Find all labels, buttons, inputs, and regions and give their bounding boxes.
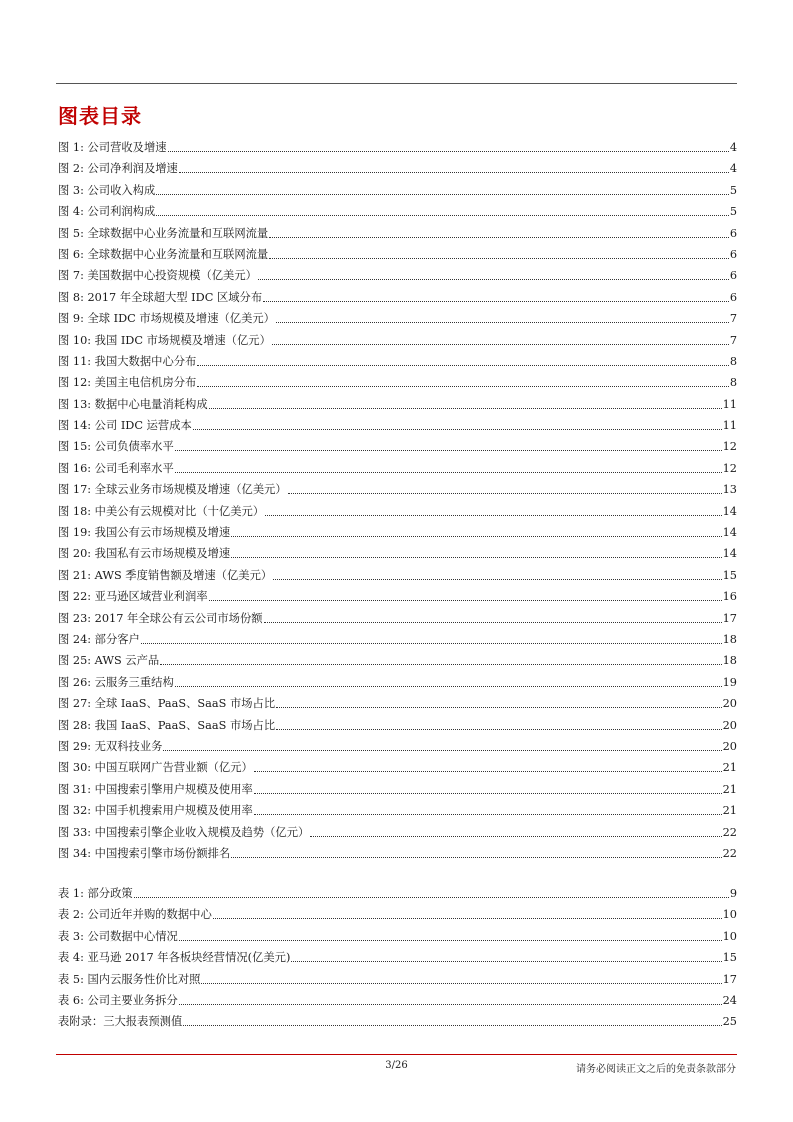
toc-entry-figure[interactable] (58, 287, 737, 308)
header-rule (56, 83, 737, 84)
toc-entry-figure-page: 15 (722, 568, 737, 582)
toc-entry-figure[interactable] (58, 822, 737, 843)
toc-entry-figure-page: 14 (722, 526, 737, 540)
dot-leader (156, 201, 729, 216)
toc-entry-figure[interactable] (58, 265, 737, 286)
toc-entry-figure-page: 6 (729, 247, 737, 261)
toc-entry-figure-label: 图 8: 2017 年全球超大型 IDC 区域分布 (58, 290, 263, 304)
toc-entry-figure-page: 18 (722, 654, 737, 668)
dot-leader (209, 586, 722, 601)
dot-leader (263, 287, 729, 302)
dot-leader (201, 969, 721, 984)
toc-entry-table-label: 表 3: 公司数据中心情况 (58, 929, 178, 943)
toc-entry-figure-page: 14 (722, 504, 737, 518)
toc-entry-figure[interactable] (58, 608, 737, 629)
toc-entry-figure-label: 图 13: 数据中心电量消耗构成 (58, 397, 208, 411)
toc-entry-figure-page: 4 (729, 141, 737, 154)
toc-entry-table-label: 表 4: 亚马逊 2017 年各板块经营情况(亿美元) (58, 951, 291, 965)
toc-entry-figure-page: 22 (722, 825, 737, 839)
toc-entry-figure-page: 7 (729, 312, 737, 326)
toc-entry-table-page: 24 (722, 993, 737, 1007)
toc-entry-figure-page: 14 (722, 547, 737, 561)
toc-entry-figure-label: 图 12: 美国主电信机房分布 (58, 376, 197, 390)
toc-entry-figure-label: 图 29: 无双科技业务 (58, 739, 163, 753)
toc-entry-table-label: 表附录：三大报表预测值 (58, 1015, 183, 1029)
toc-entry-figure-page: 21 (722, 804, 737, 818)
toc-entry-figure-page: 21 (722, 782, 737, 796)
toc-entry-figure-page: 7 (729, 333, 737, 347)
toc-entry-figure-label: 图 11: 我国大数据中心分布 (58, 354, 197, 368)
toc-entry-figure[interactable] (58, 372, 737, 393)
dot-leader (273, 565, 721, 580)
dot-leader (231, 543, 721, 558)
toc-entry-figure[interactable] (58, 479, 737, 500)
toc-entry-figure-label: 图 3: 公司收入构成 (58, 183, 156, 197)
toc-entry-figure-page: 6 (729, 226, 737, 240)
dot-leader (209, 394, 722, 409)
toc-entry-table-page: 10 (722, 929, 737, 943)
toc-entry-table-page: 17 (722, 972, 737, 986)
toc-entry-figure[interactable] (58, 522, 737, 543)
toc-entry-figure[interactable] (58, 244, 737, 265)
toc-entry-table-page: 10 (722, 908, 737, 922)
toc-entry-figure[interactable] (58, 458, 737, 479)
toc-entry-figure[interactable] (58, 308, 737, 329)
toc-entry-figure[interactable] (58, 436, 737, 457)
dot-leader (197, 351, 728, 366)
toc-entry-figure-page: 20 (722, 718, 737, 732)
dot-leader (141, 629, 722, 644)
toc-entry-figure-label: 图 24: 部分客户 (58, 632, 140, 646)
toc-entry-figure-label: 图 22: 亚马逊区域营业利润率 (58, 590, 208, 604)
toc-entry-figure[interactable] (58, 565, 737, 586)
dot-leader (269, 244, 729, 259)
toc-entry-figure-label: 图 18: 中美公有云规模对比（十亿美元） (58, 504, 265, 518)
toc-entry-figure[interactable] (58, 736, 737, 757)
page-number: 3/26 (385, 1060, 408, 1071)
toc-entry-figure[interactable] (58, 223, 737, 244)
dot-leader (254, 800, 722, 815)
toc-entry-figure-label: 图 2: 公司净利润及增速 (58, 162, 178, 176)
toc-entry-figure-page: 19 (722, 675, 737, 689)
toc-entry-figure-page: 12 (722, 440, 737, 454)
dot-leader (254, 779, 722, 794)
toc-entry-table[interactable] (58, 883, 737, 904)
dot-leader (291, 947, 721, 962)
dot-leader (258, 265, 729, 280)
toc-entry-figure-label: 图 6: 全球数据中心业务流量和互联网流量 (58, 247, 269, 261)
dot-leader (160, 650, 721, 665)
dot-leader (175, 436, 722, 451)
toc-entry-figure-page: 12 (722, 461, 737, 475)
toc-entry-figure[interactable] (58, 201, 737, 222)
toc-entry-figure-label: 图 5: 全球数据中心业务流量和互联网流量 (58, 226, 269, 240)
toc-entry-figure[interactable] (58, 543, 737, 564)
toc-entry-figure[interactable] (58, 757, 737, 778)
dot-leader (168, 137, 729, 152)
toc-entry-figure-page: 5 (729, 205, 737, 219)
dot-leader (175, 672, 722, 687)
toc-entry-figure[interactable] (58, 715, 737, 736)
toc-entry-figure-label: 图 15: 公司负债率水平 (58, 440, 174, 454)
toc-entry-figure[interactable] (58, 843, 737, 864)
toc-entry-figure[interactable] (58, 330, 737, 351)
toc-entry-figure-page: 4 (729, 162, 737, 176)
toc-entry-figure-page: 6 (729, 269, 737, 283)
toc-entry-figure-label: 图 26: 云服务三重结构 (58, 675, 174, 689)
toc-entry-table-page: 15 (722, 951, 737, 965)
toc-entry-figure[interactable] (58, 800, 737, 821)
dot-leader (175, 458, 722, 473)
table-list (58, 883, 737, 1033)
toc-entry-figure-label: 图 30: 中国互联网广告营业额（亿元） (58, 761, 253, 775)
dot-leader (288, 479, 722, 494)
toc-entry-figure-page: 20 (722, 739, 737, 753)
toc-entry-table-label: 表 5: 国内云服务性价比对照 (58, 972, 201, 986)
toc-entry-figure-label: 图 14: 公司 IDC 运营成本 (58, 419, 192, 433)
toc-entry-figure-label: 图 10: 我国 IDC 市场规模及增速（亿元） (58, 333, 271, 347)
dot-leader (269, 223, 729, 238)
dot-leader (179, 990, 722, 1005)
toc-entry-figure[interactable] (58, 650, 737, 671)
toc-entry-figure[interactable] (58, 158, 737, 179)
dot-leader (265, 501, 722, 516)
toc-entry-table[interactable] (58, 904, 737, 925)
toc-entry-table[interactable] (58, 1011, 737, 1032)
toc-entry-figure-label: 图 28: 我国 IaaS、PaaS、SaaS 市场占比 (58, 718, 276, 732)
toc-entry-figure-page: 8 (729, 354, 737, 368)
toc-entry-figure[interactable] (58, 629, 737, 650)
toc-entry-table-page: 25 (722, 1015, 737, 1029)
toc-entry-figure[interactable] (58, 180, 737, 201)
toc-entry-table-label: 表 6: 公司主要业务拆分 (58, 993, 178, 1007)
toc-entry-table-label: 表 2: 公司近年并购的数据中心 (58, 908, 212, 922)
toc-entry-figure[interactable] (58, 672, 737, 693)
toc-entry-table[interactable] (58, 990, 737, 1011)
toc-entry-figure-label: 图 21: AWS 季度销售额及增速（亿美元） (58, 568, 273, 582)
toc-entry-table-page: 9 (729, 887, 737, 900)
dot-leader (134, 883, 729, 898)
dot-leader (193, 415, 722, 430)
toc-entry-figure-label: 图 25: AWS 云产品 (58, 654, 160, 668)
toc-entry-figure-page: 22 (722, 846, 737, 860)
toc-entry-table-label: 表 1: 部分政策 (58, 887, 133, 900)
dot-leader (179, 926, 722, 941)
disclaimer-text: 请务必阅读正文之后的免责条款部分 (576, 1064, 736, 1075)
dot-leader (213, 904, 722, 919)
toc-entry-figure-page: 11 (722, 419, 737, 433)
toc-entry-figure-label: 图 34: 中国搜索引擎市场份额排名 (58, 846, 231, 860)
toc-entry-figure-page: 6 (729, 290, 737, 304)
toc-entry-figure-label: 图 20: 我国私有云市场规模及增速 (58, 547, 231, 561)
toc-entry-figure[interactable] (58, 351, 737, 372)
dot-leader (264, 608, 722, 623)
toc-entry-figure-label: 图 19: 我国公有云市场规模及增速 (58, 526, 231, 540)
dot-leader (276, 693, 721, 708)
toc-entry-figure-page: 13 (722, 483, 737, 497)
toc-entry-figure[interactable] (58, 137, 737, 158)
toc-entry-figure-page: 21 (722, 761, 737, 775)
toc-entry-figure[interactable] (58, 394, 737, 415)
footer-rule (56, 1054, 737, 1055)
toc-entry-figure[interactable] (58, 779, 737, 800)
toc-entry-figure[interactable] (58, 501, 737, 522)
toc-entry-figure-page: 8 (729, 376, 737, 390)
dot-leader (276, 308, 729, 323)
dot-leader (197, 372, 728, 387)
dot-leader (156, 180, 729, 195)
toc-entry-figure-label: 图 4: 公司利润构成 (58, 205, 156, 219)
toc-entry-figure-page: 11 (722, 397, 737, 411)
toc-entry-figure-page: 5 (729, 183, 737, 197)
toc-entry-figure-label: 图 17: 全球云业务市场规模及增速（亿美元） (58, 483, 287, 497)
toc-entry-figure-label: 图 9: 全球 IDC 市场规模及增速（亿美元） (58, 312, 275, 326)
toc-entry-figure-page: 20 (722, 697, 737, 711)
dot-leader (231, 843, 721, 858)
toc-entry-figure[interactable] (58, 586, 737, 607)
toc-entry-table[interactable] (58, 969, 737, 990)
dot-leader (231, 522, 721, 537)
toc-entry-figure-page: 17 (722, 611, 737, 625)
toc-entry-figure-page: 16 (722, 590, 737, 604)
toc-entry-figure-label: 图 1: 公司营收及增速 (58, 141, 167, 154)
dot-leader (163, 736, 721, 751)
dot-leader (310, 822, 721, 837)
toc-entry-figure-label: 图 32: 中国手机搜索用户规模及使用率 (58, 804, 253, 818)
toc-entry-figure[interactable] (58, 415, 737, 436)
toc-entry-figure-label: 图 31: 中国搜索引擎用户规模及使用率 (58, 782, 253, 796)
dot-leader (276, 715, 721, 730)
toc-entry-figure-label: 图 33: 中国搜索引擎企业收入规模及趋势（亿元） (58, 825, 310, 839)
toc-entry-figure-label: 图 7: 美国数据中心投资规模（亿美元） (58, 269, 257, 283)
dot-leader (179, 158, 729, 173)
dot-leader (272, 330, 729, 345)
toc-entry-figure-label: 图 23: 2017 年全球公有云公司市场份额 (58, 611, 263, 625)
figure-list (58, 137, 737, 864)
toc-entry-figure-page: 18 (722, 632, 737, 646)
dot-leader (183, 1011, 721, 1026)
toc-entry-figure-label: 图 16: 公司毛利率水平 (58, 461, 174, 475)
page-title: 图表目录 (58, 104, 142, 128)
toc-entry-table[interactable] (58, 947, 737, 968)
toc-entry-table[interactable] (58, 926, 737, 947)
toc-entry-figure-label: 图 27: 全球 IaaS、PaaS、SaaS 市场占比 (58, 697, 276, 711)
dot-leader (254, 757, 722, 772)
toc-entry-figure[interactable] (58, 693, 737, 714)
